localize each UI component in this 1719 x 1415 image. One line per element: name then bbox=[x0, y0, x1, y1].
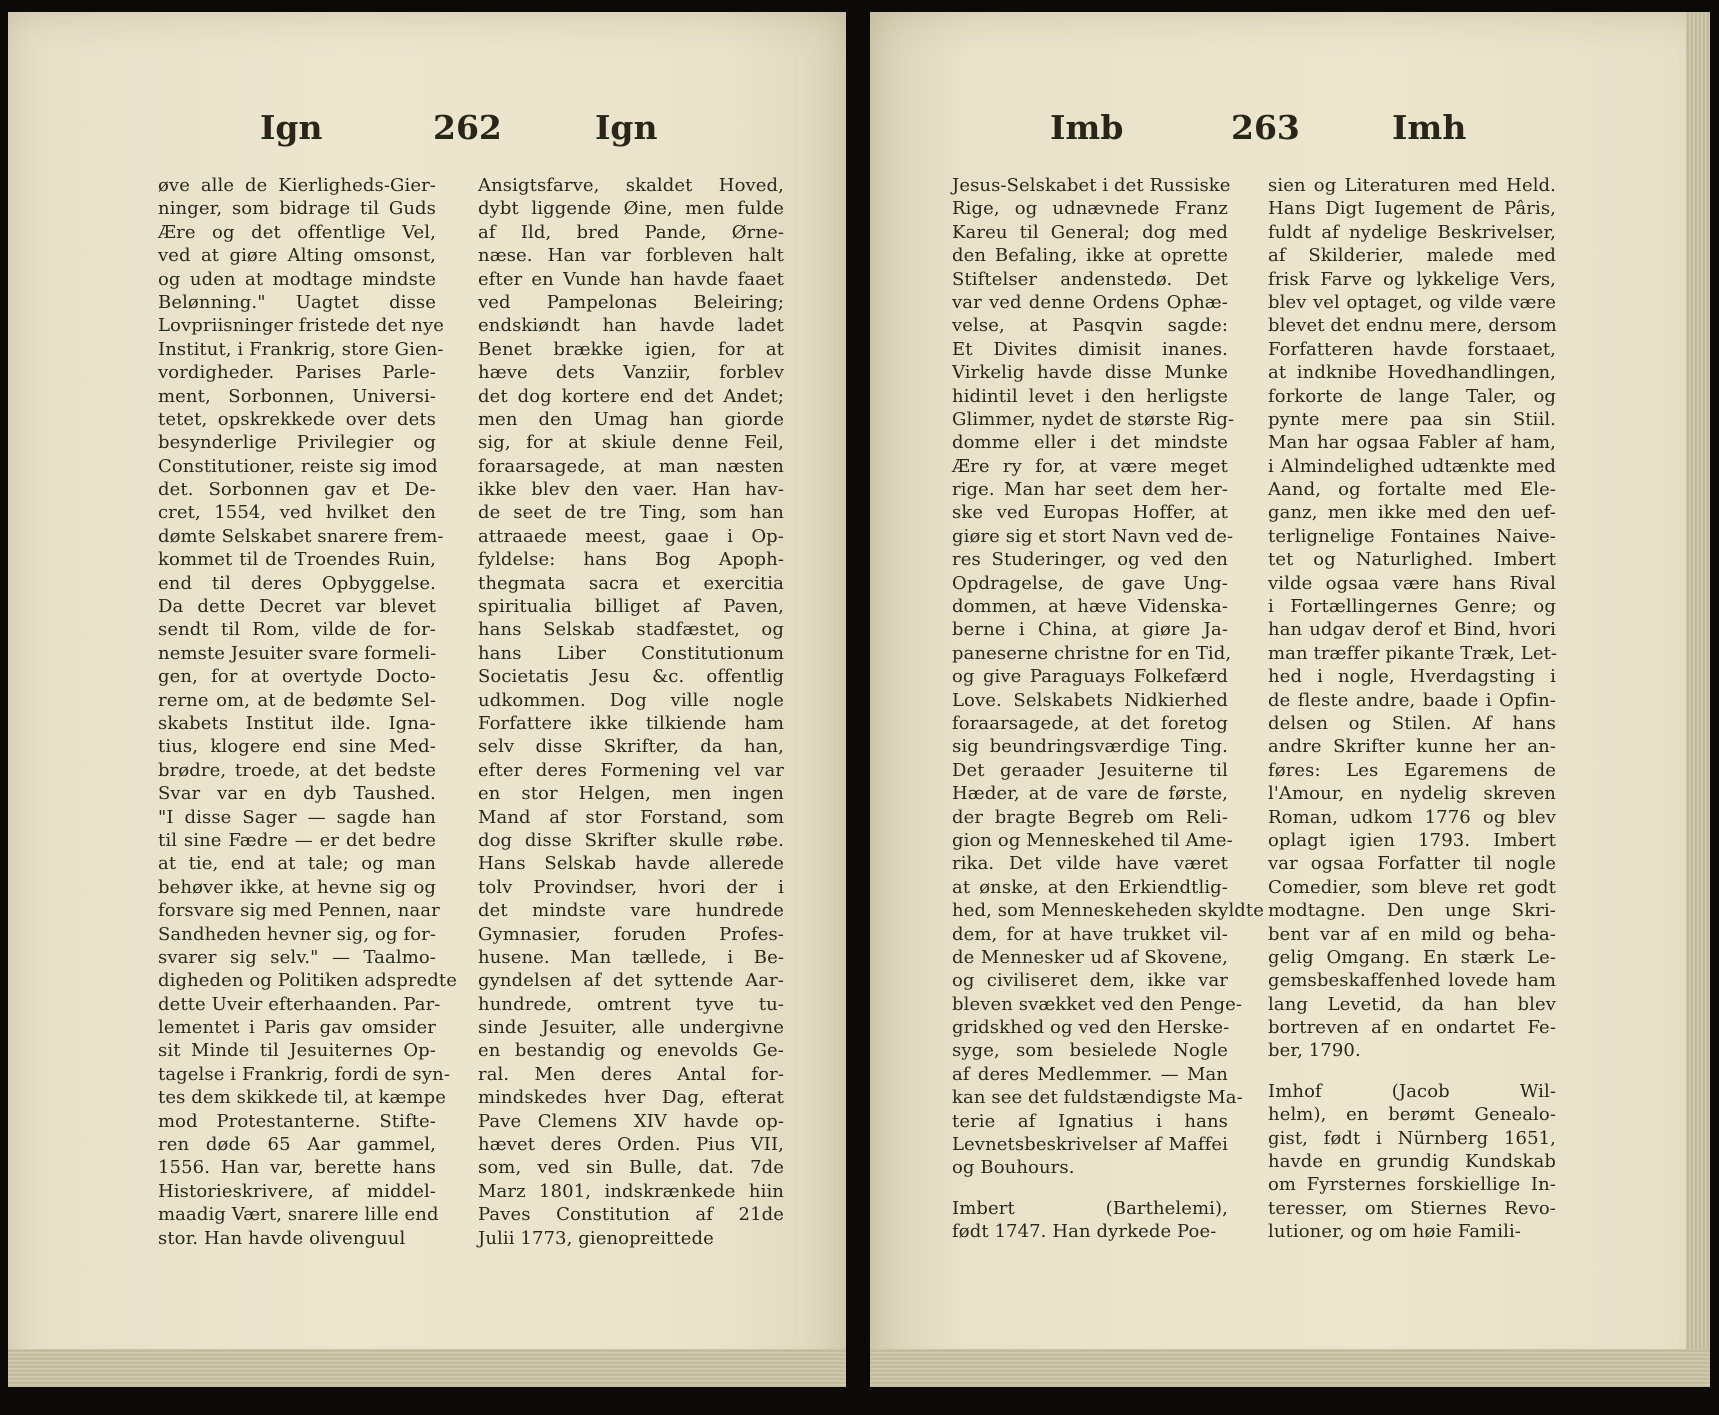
text-line: ved at giøre Alting omsonst, bbox=[158, 245, 436, 267]
text-line: tolv Provindser, hvori der i bbox=[478, 876, 784, 898]
text-line: Stiftelser andenstedø. Det bbox=[952, 268, 1228, 290]
text-line: Forfatteren havde forstaaet, bbox=[1268, 338, 1556, 360]
text-line: de Mennesker ud af Skovene, bbox=[952, 946, 1228, 968]
text-line: Ære ry for, at være meget bbox=[952, 455, 1228, 477]
text-line: Ære og det offentlige Vel, bbox=[158, 221, 436, 243]
text-line: gist, født i Nürnberg 1651, bbox=[1268, 1127, 1556, 1149]
text-line: føres: Les Egaremens de bbox=[1268, 759, 1556, 781]
text-line: og uden at modtage mindste bbox=[158, 268, 436, 290]
text-line: af Ild, bred Pande, Ørne- bbox=[478, 221, 784, 243]
text-line: gelig Omgang. En stærk Le- bbox=[1268, 946, 1556, 968]
text-line: havde en grundig Kundskab bbox=[1268, 1151, 1556, 1173]
text-line: og Bouhours. bbox=[952, 1157, 1075, 1179]
text-line: at indknibe Hovedhandlingen, bbox=[1268, 362, 1556, 384]
text-line: i Fortællingernes Genre; og bbox=[1268, 596, 1556, 618]
text-line: men den Umag han giorde bbox=[478, 408, 784, 430]
text-line: forsvare sig med Pennen, naar bbox=[158, 900, 440, 922]
text-line: Hans Selskab havde allerede bbox=[478, 853, 784, 875]
text-line: Hans Digt Iugement de Pâris, bbox=[1268, 198, 1556, 220]
left-page-column-1 bbox=[158, 174, 457, 1250]
left-page-header bbox=[8, 108, 846, 156]
text-line: Opdragelse, de gave Ung- bbox=[952, 572, 1228, 594]
text-line: 1556. Han var, berette hans bbox=[158, 1157, 436, 1179]
text-line: gemsbeskaffenhed lovede ham bbox=[1268, 970, 1556, 992]
text-line: Imhof (Jacob Wil- bbox=[1268, 1080, 1556, 1102]
text-line: lementet i Paris gav omsider bbox=[158, 1017, 436, 1039]
text-line: giøre sig et stort Navn ved de- bbox=[952, 525, 1234, 547]
text-line: andre Skrifter kunne her an- bbox=[1268, 736, 1556, 758]
text-line: fuldt af nydelige Beskrivelser, bbox=[1268, 221, 1556, 243]
text-line: Aand, og fortalte med Ele- bbox=[1268, 479, 1556, 501]
text-line: tet og Naturlighed. Imbert bbox=[1268, 549, 1556, 571]
text-line: var ved denne Ordens Ophæ- bbox=[952, 291, 1228, 313]
text-line: Glimmer, nydet de største Rig- bbox=[952, 408, 1235, 430]
text-line: hidintil levet i den herligste bbox=[952, 385, 1228, 407]
text-line: tetet, opskrekkede over dets bbox=[158, 408, 436, 430]
text-line: efter deres Formening vel var bbox=[478, 759, 784, 781]
text-line: ikke blev den vaer. Han hav- bbox=[478, 479, 784, 501]
right-page-column-2 bbox=[1268, 174, 1556, 1244]
text-line: bleven svækket ved den Penge- bbox=[952, 993, 1243, 1015]
text-line: endskiøndt han havde ladet bbox=[478, 315, 784, 337]
text-line: thegmata sacra et exercitia bbox=[478, 572, 784, 594]
text-line: ment, Sorbonnen, Universi- bbox=[158, 385, 436, 407]
text-line: sinde Jesuiter, alle undergivne bbox=[478, 1017, 784, 1039]
text-line: paneserne christne for en Tid, bbox=[952, 642, 1232, 664]
text-line: Constitutioner, reiste sig imod bbox=[158, 455, 438, 477]
text-line: end til deres Opbyggelse. bbox=[158, 572, 436, 594]
imbert-entry-continuation bbox=[1268, 174, 1556, 1063]
text-line: hans Selskab stadfæstet, og bbox=[478, 619, 784, 641]
text-line: Belønning." Uagtet disse bbox=[158, 291, 436, 313]
text-line: selv disse Skrifter, da han, bbox=[478, 736, 784, 758]
text-line: stor. Han havde olivenguul bbox=[158, 1227, 406, 1249]
text-line: dybt liggende Øine, men fulde bbox=[478, 198, 784, 220]
text-line: delsen og Stilen. Af hans bbox=[1268, 712, 1556, 734]
text-line: Love. Selskabets Nidkierhed bbox=[952, 689, 1228, 711]
text-line: dette Uveir efterhaanden. Par- bbox=[158, 993, 441, 1015]
text-line: Imbert (Barthelemi), bbox=[952, 1197, 1228, 1219]
text-line: Jesus-Selskabet i det Russiske bbox=[952, 175, 1231, 196]
text-line: Pave Clemens XIV havde op- bbox=[478, 1110, 784, 1132]
text-line: frisk Farve og lykkelige Vers, bbox=[1268, 268, 1556, 290]
text-line: husene. Man tællede, i Be- bbox=[478, 946, 784, 968]
text-line: af deres Medlemmer. — Man bbox=[952, 1063, 1228, 1085]
text-line: sig, for at skiule denne Feil, bbox=[478, 432, 784, 454]
text-line: kommet til de Troendes Ruin, bbox=[158, 549, 436, 571]
text-line: efter en Vunde han havde faaet bbox=[478, 268, 784, 290]
text-line: terie af Ignatius i hans bbox=[952, 1110, 1228, 1132]
text-line: ske ved Europas Hoffer, at bbox=[952, 502, 1228, 524]
left-page-column-2 bbox=[478, 174, 784, 1250]
text-line: og give Paraguays Folkefærd bbox=[952, 666, 1228, 688]
text-line: teresser, om Stiernes Revo- bbox=[1268, 1197, 1556, 1219]
text-line: lutioner, og om høie Famili- bbox=[1268, 1221, 1521, 1243]
text-line: Ansigtsfarve, skaldet Hoved, bbox=[478, 175, 784, 196]
text-line: Et Divites dimisit inanes. bbox=[952, 338, 1228, 360]
text-line: ral. Men deres Antal for- bbox=[478, 1063, 784, 1085]
text-line: hed i nogle, Hverdagsting i bbox=[1268, 666, 1556, 688]
text-line: bortreven af en ondartet Fe- bbox=[1268, 1017, 1556, 1039]
text-line: hævet deres Orden. Pius VII, bbox=[478, 1134, 784, 1156]
text-line: og civiliseret dem, ikke var bbox=[952, 970, 1228, 992]
text-line: Hæder, at de vare de første, bbox=[952, 783, 1228, 805]
text-line: hæve dets Vanziir, forblev bbox=[478, 362, 784, 384]
text-line: foraarsagede, at man næsten bbox=[478, 455, 784, 477]
text-line: forkorte de lange Taler, og bbox=[1268, 385, 1556, 407]
text-line: gridskhed og ved den Herske- bbox=[952, 1017, 1230, 1039]
text-line: dem, for at have trukket vil- bbox=[952, 923, 1228, 945]
left-page-edge bbox=[8, 1349, 846, 1387]
text-line: det. Sorbonnen gav et De- bbox=[158, 479, 436, 501]
left-running-head-left: Ign bbox=[260, 108, 323, 147]
text-line: brødre, troede, at det bedste bbox=[158, 759, 436, 781]
text-line: rika. Det vilde have været bbox=[952, 853, 1228, 875]
text-line: vilde ogsaa være hans Rival bbox=[1268, 572, 1556, 594]
text-line: Roman, udkom 1776 og blev bbox=[1268, 806, 1556, 828]
text-line: var ogsaa Forfatter til nogle bbox=[1268, 853, 1556, 875]
text-line: Gymnasier, foruden Profes- bbox=[478, 923, 784, 945]
text-line: ganz, men ikke med den uef- bbox=[1268, 502, 1556, 524]
text-line: bent var af en mild og beha- bbox=[1268, 923, 1556, 945]
text-line: mindskedes hver Dag, efterat bbox=[478, 1087, 784, 1109]
text-line: berne i China, at giøre Ja- bbox=[952, 619, 1228, 641]
text-line: en stor Helgen, men ingen bbox=[478, 783, 784, 805]
text-line: Comedier, som bleve ret godt bbox=[1268, 876, 1556, 898]
text-line: tes dem skikkede til, at kæmpe bbox=[158, 1087, 447, 1109]
text-line: Paves Constitution af 21de bbox=[478, 1204, 784, 1226]
jesuit-entry-continuation bbox=[952, 174, 1265, 1180]
left-page-number: 262 bbox=[433, 108, 502, 147]
text-line: terlignelige Fontaines Naive- bbox=[1268, 525, 1556, 547]
text-line: om Fyrsternes forskiellige In- bbox=[1268, 1174, 1556, 1196]
text-line: dommen, at hæve Videnska- bbox=[952, 596, 1228, 618]
text-line: Historieskrivere, af middel- bbox=[158, 1180, 436, 1202]
text-line: af Skilderier, malede med bbox=[1268, 245, 1556, 267]
text-line: cret, 1554, ved hvilket den bbox=[158, 502, 436, 524]
text-line: tius, klogere end sine Med- bbox=[158, 736, 436, 758]
book-gutter bbox=[846, 0, 870, 1415]
right-page-header bbox=[870, 108, 1710, 156]
text-line: nemste Jesuiter svare formeli- bbox=[158, 642, 437, 664]
text-line: Lovpriisninger fristede det nye bbox=[158, 315, 444, 337]
text-line: modtagne. Den unge Skri- bbox=[1268, 900, 1556, 922]
text-line: Svar var en dyb Taushed. bbox=[158, 783, 436, 805]
text-line: ren døde 65 Aar gammel, bbox=[158, 1134, 436, 1156]
text-line: helm), en berømt Genealo- bbox=[1268, 1104, 1556, 1126]
text-line: maadig Vært, snarere lille end bbox=[158, 1204, 439, 1226]
text-line: man træffer pikante Træk, Let- bbox=[1268, 642, 1558, 664]
text-line: ved Pampelonas Beleiring; bbox=[478, 291, 784, 313]
text-line: født 1747. Han dyrkede Poe- bbox=[952, 1221, 1217, 1243]
right-page bbox=[870, 12, 1710, 1387]
text-line: Societatis Jesu &c. offentlig bbox=[478, 666, 784, 688]
text-line: Virkelig havde disse Munke bbox=[952, 362, 1228, 384]
text-line: pynte mere paa sin Stiil. bbox=[1268, 408, 1556, 430]
right-running-head-right: Imh bbox=[1392, 108, 1467, 147]
text-line: ber, 1790. bbox=[1268, 1040, 1361, 1062]
text-line: de fleste andre, baade i Opfin- bbox=[1268, 689, 1556, 711]
text-line: rige. Man har seet dem her- bbox=[952, 479, 1228, 501]
text-line: oplagt igien 1793. Imbert bbox=[1268, 829, 1556, 851]
text-line: at tie, end at tale; og man bbox=[158, 853, 436, 875]
text-line: dømte Selskabet snarere frem- bbox=[158, 525, 444, 547]
text-line: res Studeringer, og ved den bbox=[952, 549, 1228, 571]
text-line: hundrede, omtrent tyve tu- bbox=[478, 993, 784, 1015]
text-line: attraaede meest, gaae i Op- bbox=[478, 525, 784, 547]
left-running-head-right: Ign bbox=[595, 108, 658, 147]
text-line: kan see det fuldstændigste Ma- bbox=[952, 1087, 1243, 1109]
right-running-head-left: Imb bbox=[1050, 108, 1124, 147]
text-line: han udgav derof et Bind, hvori bbox=[1268, 619, 1556, 641]
text-line: ninger, som bidrage til Guds bbox=[158, 198, 436, 220]
text-line: dog disse Skrifter skulle røbe. bbox=[478, 829, 784, 851]
right-page-column-1 bbox=[952, 174, 1265, 1244]
text-line: tagelse i Frankrig, fordi de syn- bbox=[158, 1063, 451, 1085]
text-line: sendt til Rom, vilde de for- bbox=[158, 619, 436, 641]
text-line: Marz 1801, indskrænkede hiin bbox=[478, 1180, 784, 1202]
text-line: at ønske, at den Erkiendtlig- bbox=[952, 876, 1228, 898]
right-page-edge bbox=[870, 1349, 1710, 1387]
text-line: den Befaling, ikke at oprette bbox=[952, 245, 1228, 267]
text-line: fyldelse: hans Bog Apoph- bbox=[478, 549, 784, 571]
text-line: sit Minde til Jesuiternes Op- bbox=[158, 1040, 436, 1062]
text-line: blevet det endnu mere, dersom bbox=[1268, 315, 1557, 337]
text-line: besynderlige Privilegier og bbox=[158, 432, 436, 454]
text-line: syge, som besielede Nogle bbox=[952, 1040, 1228, 1062]
text-line: Forfattere ikke tilkiende ham bbox=[478, 712, 784, 734]
right-page-fore-edge bbox=[1686, 12, 1710, 1387]
text-line: Rige, og udnævnede Franz bbox=[952, 198, 1228, 220]
text-line: i Almindelighed udtænkte med bbox=[1268, 455, 1556, 477]
text-line: sig beundringsværdige Ting. bbox=[952, 736, 1228, 758]
left-page bbox=[8, 12, 852, 1387]
text-line: Det geraader Jesuiterne til bbox=[952, 759, 1228, 781]
text-line: hans Liber Constitutionum bbox=[478, 642, 784, 664]
text-line: de seet de tre Ting, som han bbox=[478, 502, 784, 524]
text-line: Institut, i Frankrig, store Gien- bbox=[158, 338, 444, 360]
text-line: sien og Literaturen med Held. bbox=[1268, 175, 1556, 196]
text-line: Kareu til General; dog med bbox=[952, 221, 1228, 243]
text-line: Da dette Decret var blevet bbox=[158, 596, 436, 618]
right-page-number: 263 bbox=[1231, 108, 1300, 147]
text-line: behøver ikke, at hevne sig og bbox=[158, 876, 436, 898]
entry-imbert bbox=[952, 1197, 1228, 1244]
text-line: Benet brække igien, for at bbox=[478, 338, 784, 360]
text-line: vordigheder. Parises Parle- bbox=[158, 362, 436, 384]
text-line: mod Protestanterne. Stifte- bbox=[158, 1110, 436, 1132]
text-line: udkommen. Dog ville nogle bbox=[478, 689, 784, 711]
text-line: svarer sig selv." — Taalmo- bbox=[158, 946, 436, 968]
entry-imhof bbox=[1268, 1080, 1556, 1244]
text-line: foraarsagede, at det foretog bbox=[952, 712, 1228, 734]
text-line: som, ved sin Bulle, dat. 7de bbox=[478, 1157, 784, 1179]
text-line: der bragte Begreb om Reli- bbox=[952, 806, 1228, 828]
text-line: øve alle de Kierligheds-Gier- bbox=[158, 175, 436, 196]
text-line: l'Amour, en nydelig skreven bbox=[1268, 783, 1556, 805]
text-line: domme eller i det mindste bbox=[952, 432, 1228, 454]
text-line: blev vel optaget, og vilde være bbox=[1268, 291, 1556, 313]
text-line: gen, for at overtyde Docto- bbox=[158, 666, 436, 688]
text-line: spiritualia billiget af Paven, bbox=[478, 596, 784, 618]
text-line: en bestandig og enevolds Ge- bbox=[478, 1040, 784, 1062]
text-line: Man har ogsaa Fabler af ham, bbox=[1268, 432, 1556, 454]
text-line: digheden og Politiken adspredte bbox=[158, 970, 457, 992]
text-line: til sine Fædre — er det bedre bbox=[158, 829, 436, 851]
text-line: rerne om, at de bedømte Sel- bbox=[158, 689, 436, 711]
text-line: Julii 1773, gienopreittede bbox=[478, 1227, 714, 1249]
text-line: Levnetsbeskrivelser af Maffei bbox=[952, 1134, 1228, 1156]
text-line: det mindste vare hundrede bbox=[478, 900, 784, 922]
text-line: hed, som Menneskeheden skyldte bbox=[952, 900, 1265, 922]
text-line: næse. Han var forbleven halt bbox=[478, 245, 784, 267]
text-line: Sandheden hevner sig, og for- bbox=[158, 923, 437, 945]
text-line: gion og Menneskehed til Ame- bbox=[952, 829, 1233, 851]
text-line: gyndelsen af det syttende Aar- bbox=[478, 970, 784, 992]
text-line: "I disse Sager — sagde han bbox=[158, 806, 436, 828]
text-line: skabets Institut ilde. Igna- bbox=[158, 712, 436, 734]
text-line: Mand af stor Forstand, som bbox=[478, 806, 784, 828]
text-line: lang Levetid, da han blev bbox=[1268, 993, 1556, 1015]
text-line: velse, at Pasqvin sagde: bbox=[952, 315, 1228, 337]
text-line: det dog kortere end det Andet; bbox=[478, 385, 784, 407]
